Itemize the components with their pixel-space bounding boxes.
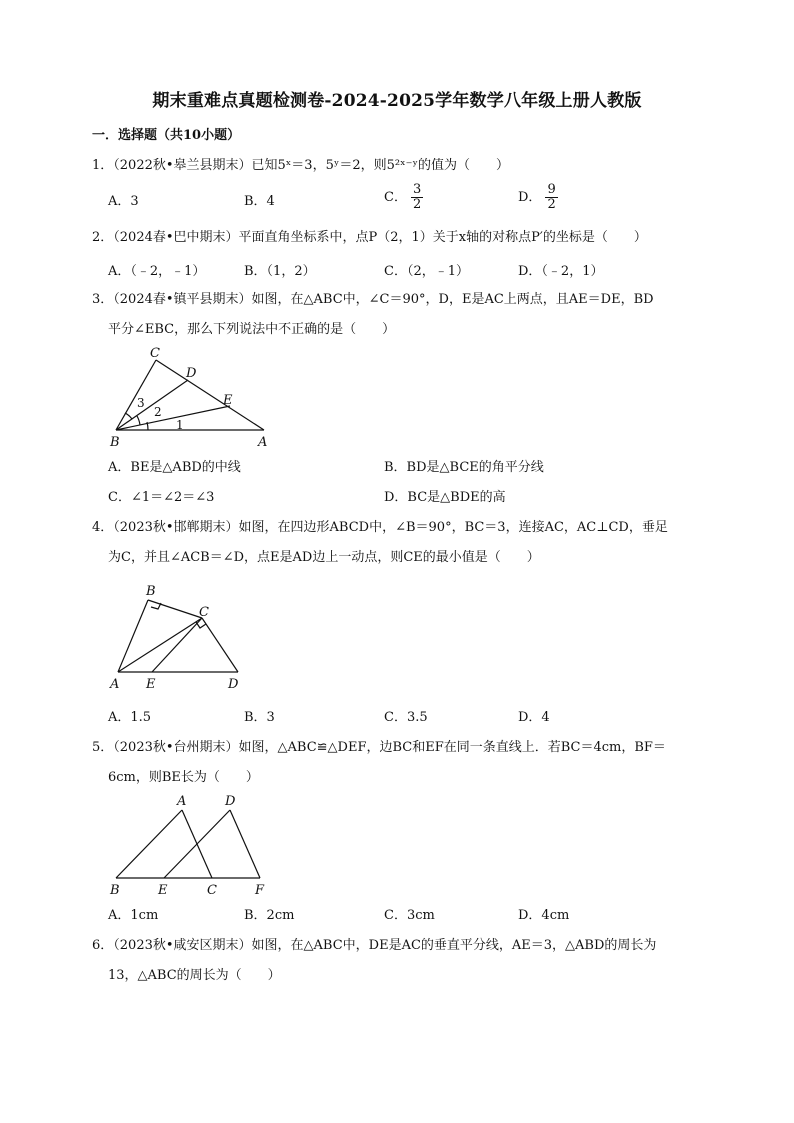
question-5-line-1: 5．（2023秋•台州期末）如图，△ABC≌△DEF，边BC和EF在同一条直线上．若BC＝4cm，BF＝	[92, 740, 666, 755]
q3-angle-label-3: 3	[137, 396, 145, 410]
q4-label-b: B	[146, 584, 156, 599]
question-6-line-1: 6．（2023秋•咸安区期末）如图，在△ABC中，DE是AC的垂直平分线，AE＝3，△ABD的周长为	[92, 938, 657, 953]
question-5-line-2: 6cm，则BE长为（ ）	[108, 770, 259, 785]
q3-segment-bc	[116, 360, 156, 430]
q5-segment-df	[230, 810, 260, 878]
q4-option-c[interactable]: C．3.5	[384, 710, 428, 725]
q3-angle-1-arc	[147, 422, 148, 430]
question-2-options	[108, 260, 708, 284]
q1-option-c[interactable]: C． $\frac{3}{2}$	[384, 182, 422, 212]
question-3-line-2: 平分∠EBC，那么下列说法中不正确的是（ ）	[108, 322, 396, 337]
q4-segment-ab	[118, 600, 148, 672]
q3-label-c: C	[150, 346, 160, 361]
q3-label-a: A	[258, 435, 268, 450]
q1-c-fraction: $\frac{3}{2}$	[412, 182, 422, 212]
q3-angle-label-2: 2	[154, 405, 162, 419]
question-4-line-2: 为C，并且∠ACB＝∠D，点E是AD边上一动点，则CE的最小值是（ ）	[108, 550, 540, 565]
q5-label-a: A	[177, 794, 187, 809]
question-4-line-1: 4．（2023秋•邯郸期末）如图，在四边形ABCD中，∠B＝90°，BC＝3，连接AC，AC⊥CD，垂足	[92, 520, 668, 535]
q5-label-d: D	[225, 794, 236, 809]
page-title: 期末重难点真题检测卷-2024-2025学年数学八年级上册人教版	[152, 91, 642, 111]
question-5-figure	[104, 792, 274, 900]
q2-option-c[interactable]: C．（2，﹣1）	[384, 264, 469, 279]
q4-segment-cd	[202, 618, 238, 672]
q1-option-a[interactable]: A．3	[108, 194, 139, 209]
q3-option-b[interactable]: B．BD是△BCE的角平分线	[384, 460, 544, 475]
q5-option-c[interactable]: C．3cm	[384, 908, 435, 923]
q3-option-c[interactable]: C．∠1＝∠2＝∠3	[108, 490, 215, 505]
q2-option-b[interactable]: B．（1，2）	[244, 264, 316, 279]
question-6-line-2: 13，△ABC的周长为（ ）	[108, 968, 281, 983]
question-1-options	[108, 182, 708, 214]
question-3-line-1: 3．（2024春•镇平县期末）如图，在△ABC中，∠C＝90°，D，E是AC上两点，且AE＝DE，BD	[92, 292, 654, 307]
q3-label-e: E	[223, 393, 233, 408]
q2-option-a[interactable]: A．（﹣2，﹣1）	[108, 264, 206, 279]
q5-option-d[interactable]: D．4cm	[518, 908, 570, 923]
question-3-options-row-2	[108, 486, 708, 510]
q1-option-b[interactable]: B．4	[244, 194, 275, 209]
q5-segment-ed	[164, 810, 230, 878]
q3-option-a[interactable]: A．BE是△ABD的中线	[108, 460, 241, 475]
q3-segment-ca	[156, 360, 264, 430]
question-2-stem: 2．（2024春•巴中期末）平面直角坐标系中，点P（2，1）关于x轴的对称点P′的坐标是（ ）	[92, 230, 647, 245]
section-heading: 一．选择题（共10小题）	[92, 128, 241, 143]
q4-label-c: C	[199, 605, 209, 620]
question-4-figure	[104, 580, 254, 692]
q5-segment-ba	[116, 810, 182, 878]
q4-option-a[interactable]: A．1.5	[108, 710, 152, 725]
q4-option-b[interactable]: B．3	[244, 710, 275, 725]
q5-label-f: F	[255, 883, 265, 898]
q5-label-e: E	[158, 883, 168, 898]
question-3-figure	[104, 346, 284, 450]
q3-angle-3-arc	[125, 413, 132, 419]
q5-option-a[interactable]: A．1cm	[108, 908, 159, 923]
question-4-options	[108, 706, 708, 730]
q1-option-d[interactable]: D． $\frac{9}{2}$	[518, 182, 556, 212]
q3-angle-2-arc	[137, 416, 140, 425]
q5-option-b[interactable]: B．2cm	[244, 908, 295, 923]
q5-label-b: B	[110, 883, 120, 898]
q4-label-a: A	[110, 677, 120, 692]
q3-label-d: D	[186, 366, 197, 381]
q4-label-e: E	[146, 677, 156, 692]
question-5-options	[108, 904, 708, 928]
question-1-stem: 1．（2022秋•皋兰县期末）已知5ˣ＝3，5ʸ＝2，则5²ˣ⁻ʸ的值为（ ）	[92, 158, 509, 173]
q1-d-fraction: $\frac{9}{2}$	[547, 182, 556, 212]
q3-angle-label-1: 1	[176, 418, 184, 432]
question-3-options-row-1	[108, 456, 708, 480]
q4-option-d[interactable]: D．4	[518, 710, 550, 725]
q5-label-c: C	[207, 883, 217, 898]
q3-label-b: B	[110, 435, 120, 450]
q4-label-d: D	[228, 677, 239, 692]
q3-option-d[interactable]: D．BC是△BDE的高	[384, 490, 506, 505]
q2-option-d[interactable]: D．（﹣2，1）	[518, 264, 604, 279]
